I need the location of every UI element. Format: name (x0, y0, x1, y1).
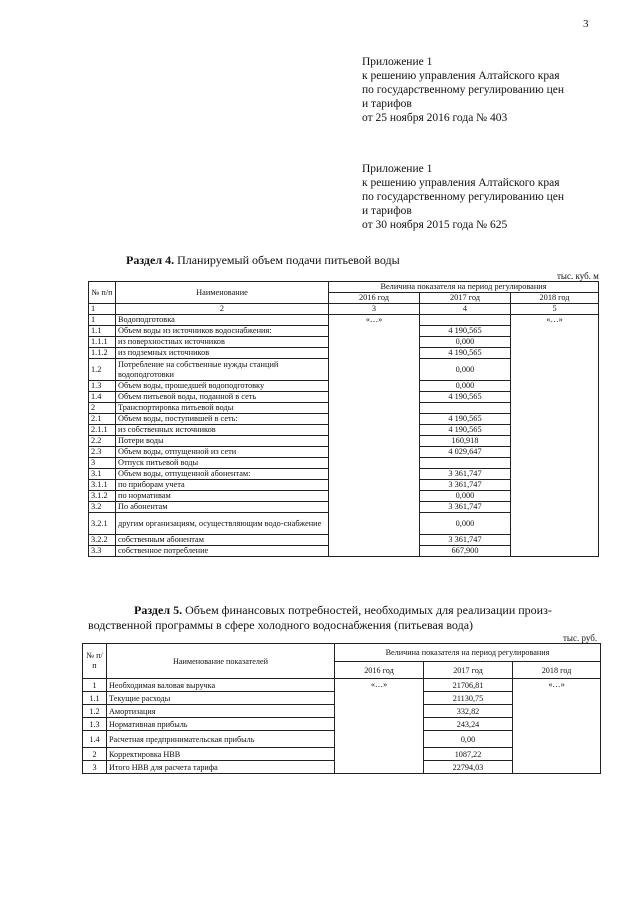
row-name: По абонентам (116, 502, 329, 513)
value-2017: 1087,22 (424, 748, 513, 761)
value-2017: 3 361,747 (420, 535, 511, 546)
value-2017: 3 361,747 (420, 502, 511, 513)
row-num: 1.3 (89, 381, 116, 392)
header-name: Наименование (116, 282, 329, 304)
row-num: 1.4 (83, 731, 107, 748)
header-num: № п/п (89, 282, 116, 304)
header-2018: 2018 год (511, 293, 599, 304)
row-num: 1 (89, 315, 116, 326)
index-cell: 4 (420, 304, 511, 315)
value-2017: 4 190,565 (420, 326, 511, 337)
appendix-line: и тарифов (362, 205, 412, 217)
section4-table (88, 281, 599, 557)
value-2017: 21130,75 (424, 692, 513, 705)
row-name: Транспортировка питьевой воды (116, 403, 329, 414)
appendix-line: по государственному регулированию цен (362, 84, 565, 96)
section4-title-bold: Раздел 4. (126, 253, 175, 267)
row-name: Расчетная предпринимательская прибыль (107, 731, 335, 748)
value-2017 (420, 315, 511, 326)
table-row (89, 315, 599, 326)
table-row (83, 679, 601, 692)
row-num: 1.2 (83, 705, 107, 718)
section5-unit: тыс. руб. (563, 633, 598, 643)
row-name: Объем воды, отпущенной из сети (116, 447, 329, 458)
row-num: 2 (83, 748, 107, 761)
value-2017: 0,000 (420, 491, 511, 502)
row-name: Нормативная прибыль (107, 718, 335, 731)
header-2018: 2018 год (513, 662, 601, 679)
appendix-block-2016 (362, 55, 564, 125)
row-name: Водоподготовка (116, 315, 329, 326)
row-num: 2.1 (89, 414, 116, 425)
row-num: 3.2.2 (89, 535, 116, 546)
appendix-line: Приложение 1 (362, 56, 433, 68)
value-2017: 22794,03 (424, 761, 513, 774)
appendix-line: Приложение 1 (362, 163, 433, 175)
header-name: Наименование показателей (107, 644, 335, 679)
value-2017: 4 190,565 (420, 414, 511, 425)
index-cell: 3 (329, 304, 420, 315)
appendix-line: к решению управления Алтайского края (362, 177, 560, 189)
value-2017: 4 029,647 (420, 447, 511, 458)
value-2017: 21706,81 (424, 679, 513, 692)
index-cell: 5 (511, 304, 599, 315)
row-name: Объем питьевой воды, поданной в сеть (116, 392, 329, 403)
value-2017: 4 190,565 (420, 425, 511, 436)
row-num: 3 (83, 761, 107, 774)
row-name: Потребление на собственные нужды станций водоподготовки (116, 359, 329, 381)
section4-title-text: Планируемый объем подачи питьевой воды (174, 253, 400, 267)
section5-title-line2: водственной программы в сфере холодного водоснабжения (питьевая вода) (88, 618, 474, 632)
row-num: 2.1.1 (89, 425, 116, 436)
row-num: 3.3 (89, 546, 116, 557)
header-2016: 2016 год (335, 662, 424, 679)
value-2017 (420, 458, 511, 469)
row-num: 1.1.2 (89, 348, 116, 359)
row-name: собственным абонентам (116, 535, 329, 546)
value-2017: 0,000 (420, 513, 511, 535)
placeholder-2016: «…» (329, 315, 420, 557)
row-name: Текущие расходы (107, 692, 335, 705)
row-num: 1.1.1 (89, 337, 116, 348)
row-num: 1.2 (89, 359, 116, 381)
row-name: Потери воды (116, 436, 329, 447)
header-2016: 2016 год (329, 293, 420, 304)
section5-table (82, 643, 601, 774)
value-2017 (420, 403, 511, 414)
section5-title-text: Объем финансовых потребностей, необходимых для реализации произ- (182, 603, 552, 617)
row-num: 3.2.1 (89, 513, 116, 535)
value-2017: 3 361,747 (420, 469, 511, 480)
value-2017: 0,000 (420, 381, 511, 392)
appendix-line: и тарифов (362, 98, 412, 110)
row-num: 3.1 (89, 469, 116, 480)
row-num: 3.1.2 (89, 491, 116, 502)
value-2017: 332,82 (424, 705, 513, 718)
header-num: № п/ п (83, 644, 107, 679)
row-name: Объем воды из источников водоснабжения: (116, 326, 329, 337)
row-name: Объем воды, отпущенной абонентам: (116, 469, 329, 480)
row-num: 3.1.1 (89, 480, 116, 491)
row-name: другим организациям, осуществляющим водо-снабжение (116, 513, 329, 535)
value-2017: 243,24 (424, 718, 513, 731)
row-num: 2 (89, 403, 116, 414)
page-number: 3 (583, 18, 589, 30)
value-2017: 160,918 (420, 436, 511, 447)
appendix-line: от 25 ноября 2016 года № 403 (362, 112, 508, 124)
row-num: 1.3 (83, 718, 107, 731)
row-name: Амортизация (107, 705, 335, 718)
placeholder-2016: «…» (335, 679, 424, 774)
value-2017: 0,000 (420, 337, 511, 348)
row-num: 1 (83, 679, 107, 692)
header-period: Величина показателя на период регулирования (329, 282, 599, 293)
row-name: из собственных источников (116, 425, 329, 436)
appendix-line: к решению управления Алтайского края (362, 70, 560, 82)
row-num: 1.1 (83, 692, 107, 705)
index-cell: 2 (116, 304, 329, 315)
appendix-block-2015 (362, 162, 564, 232)
row-num: 3 (89, 458, 116, 469)
row-num: 3.2 (89, 502, 116, 513)
value-2017: 3 361,747 (420, 480, 511, 491)
index-cell: 1 (89, 304, 116, 315)
value-2017: 4 190,565 (420, 348, 511, 359)
row-name: собственное потребление (116, 546, 329, 557)
row-name: Объем воды, прошедшей водоподготовку (116, 381, 329, 392)
header-2017: 2017 год (424, 662, 513, 679)
placeholder-2018: «…» (511, 315, 599, 557)
row-num: 2.2 (89, 436, 116, 447)
value-2017: 0,00 (424, 731, 513, 748)
value-2017: 4 190,565 (420, 392, 511, 403)
row-num: 1.4 (89, 392, 116, 403)
row-name: по приборам учета (116, 480, 329, 491)
row-num: 2.3 (89, 447, 116, 458)
row-name: Корректировка НВВ (107, 748, 335, 761)
appendix-line: от 30 ноября 2015 года № 625 (362, 219, 508, 231)
header-period: Величина показателя на период регулирования (335, 644, 601, 662)
row-name: по нормативам (116, 491, 329, 502)
row-name: Итого НВВ для расчета тарифа (107, 761, 335, 774)
row-num: 1.1 (89, 326, 116, 337)
appendix-line: по государственному регулированию цен (362, 191, 565, 203)
row-name: Необходимая валовая выручка (107, 679, 335, 692)
section5-title-line1 (134, 603, 552, 618)
header-2017: 2017 год (420, 293, 511, 304)
row-name: Объем воды, поступившей в сеть: (116, 414, 329, 425)
section4-unit: тыс. куб. м (557, 271, 599, 281)
section5-title-bold: Раздел 5. (134, 603, 183, 617)
value-2017: 0,000 (420, 359, 511, 381)
row-name: из поверхностных источников (116, 337, 329, 348)
value-2017: 667,900 (420, 546, 511, 557)
row-name: из подземных источников (116, 348, 329, 359)
row-name: Отпуск питьевой воды (116, 458, 329, 469)
section4-title (126, 253, 400, 268)
placeholder-2018: «…» (513, 679, 601, 774)
